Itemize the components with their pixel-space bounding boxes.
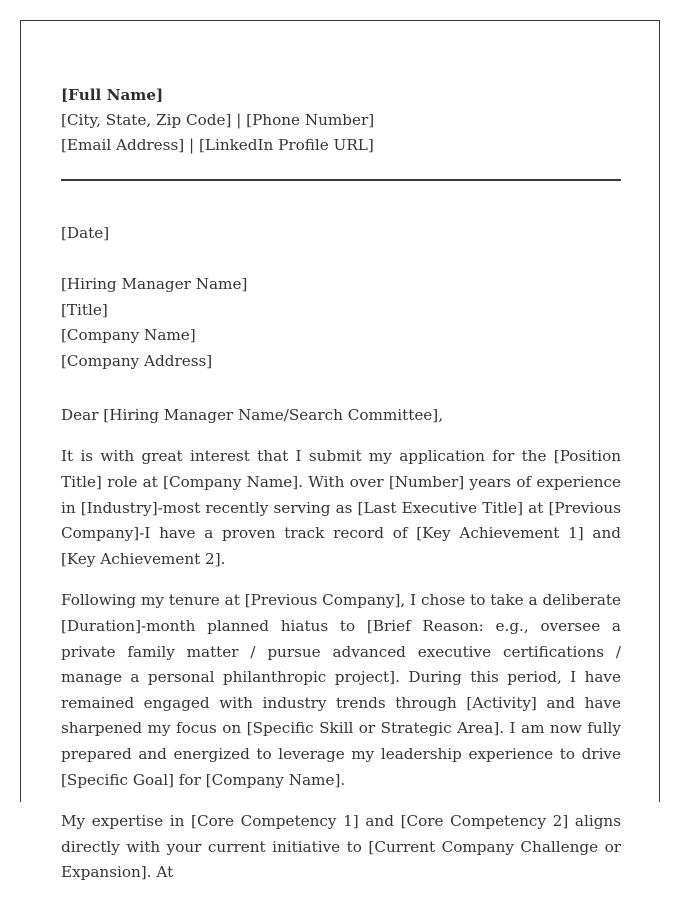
body-paragraph-hiatus: Following my tenure at [Previous Company], I chose to take a deliberate [Duration]-month planned hiatus to [Brief Reason: e.g., oversee a private family matter / pursue advanced executive certifications / manage a personal philanthropic project]. During this period, I have remained engaged with industry trends through [Activity] and have sharpened my focus on [Specific Skill or Strategic Area]. I am now fully prepared and energized to leverage my leadership experience to drive [Specific Goal] for [Company Name]. bbox=[61, 591, 621, 789]
sender-name: [Full Name] bbox=[61, 86, 164, 104]
salutation: Dear [Hiring Manager Name/Search Committee], bbox=[61, 406, 444, 425]
letter-date: [Date] bbox=[61, 224, 110, 242]
letter-content bbox=[61, 83, 621, 886]
recipient-company-address: [Company Address] bbox=[61, 351, 213, 370]
sender-contact-line: [Email Address] | [LinkedIn Profile URL] bbox=[61, 136, 374, 154]
header-divider bbox=[61, 179, 621, 181]
body-paragraph-expertise: My expertise in [Core Competency 1] and [Core Competency 2] aligns directly with your current initiative to [Current Company Challenge or Expansion]. At bbox=[61, 812, 621, 882]
sender-address-line: [City, State, Zip Code] | [Phone Number] bbox=[61, 111, 375, 129]
recipient-company-name: [Company Name] bbox=[61, 326, 196, 345]
body-paragraph-intro: It is with great interest that I submit my application for the [Position Title] role at [Company Name]. With over [Number] years of experience in [Industry]-most recently serving as [Last Executive Title] at [Previous Company]-I have a proven track record of [Key Achievement 1] and [Key Achievement 2]. bbox=[61, 447, 621, 568]
recipient-title: [Title] bbox=[61, 300, 108, 319]
recipient-manager-name: [Hiring Manager Name] bbox=[61, 275, 248, 293]
letter-page bbox=[20, 20, 660, 882]
recipient-block bbox=[61, 272, 621, 374]
